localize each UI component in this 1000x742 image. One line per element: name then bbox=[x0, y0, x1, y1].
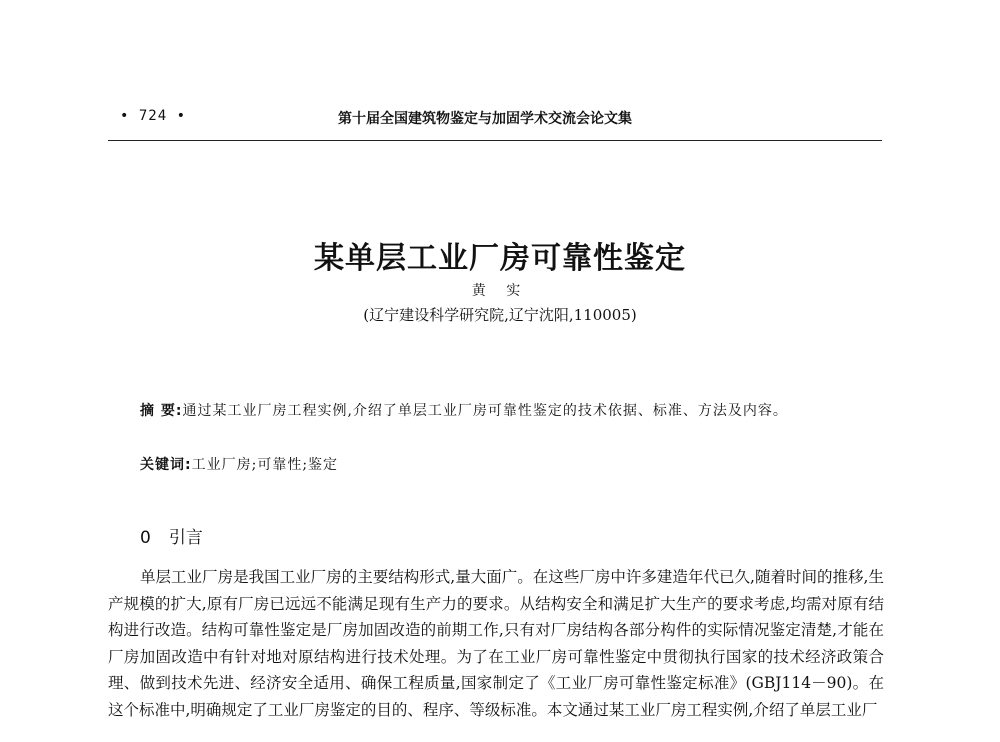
page-header bbox=[108, 108, 882, 142]
keywords bbox=[140, 454, 338, 474]
keywords-text: 工业厂房;可靠性;鉴定 bbox=[191, 457, 339, 473]
abstract-label: 摘 要: bbox=[140, 403, 183, 419]
page-number: • 724 • bbox=[120, 108, 187, 124]
keywords-label: 关键词: bbox=[140, 457, 192, 473]
affiliation: (辽宁建设科学研究院,辽宁沈阳,110005) bbox=[363, 306, 637, 324]
body-paragraph: 单层工业厂房是我国工业厂房的主要结构形式,量大面广。在这些厂房中许多建造年代已久,随着时间的推移,生产规模的扩大,原有厂房已远远不能满足现有生产力的要求。从结构安全和满足扩大生产的要求考虑,均需对原有结构进行改造。结构可靠性鉴定是厂房加固改造的前期工作,只有对厂房结构各部分构件的实际情况鉴定清楚,才能在厂房加固改造中有针对地对原结构进行技术处理。为了在工业厂房可靠性鉴定中贯彻执行国家的技术经济政策合理、做到技术先进、经济安全适用、确保工程质量,国家制定了《工业厂房可靠性鉴定标准》(GBJ114－90)。在这个标准中,明确规定了工业厂房鉴定的目的、程序、等级标准。本文通过某工业厂房工程实例,介绍了单层工业厂 bbox=[108, 568, 884, 719]
paper-title: 某单层工业厂房可靠性鉴定 bbox=[314, 241, 686, 276]
abstract bbox=[108, 398, 884, 424]
abstract-text: 通过某工业厂房工程实例,介绍了单层工业厂房可靠性鉴定的技术依据、标准、方法及内容。 bbox=[182, 403, 788, 419]
running-title: 第十届全国建筑物鉴定与加固学术交流会论文集 bbox=[338, 111, 632, 127]
section-heading bbox=[140, 523, 203, 548]
header-rule bbox=[108, 140, 882, 141]
author: 黄 实 bbox=[471, 283, 529, 299]
section-title: 引言 bbox=[168, 528, 203, 548]
section-number: 0 bbox=[140, 528, 151, 548]
